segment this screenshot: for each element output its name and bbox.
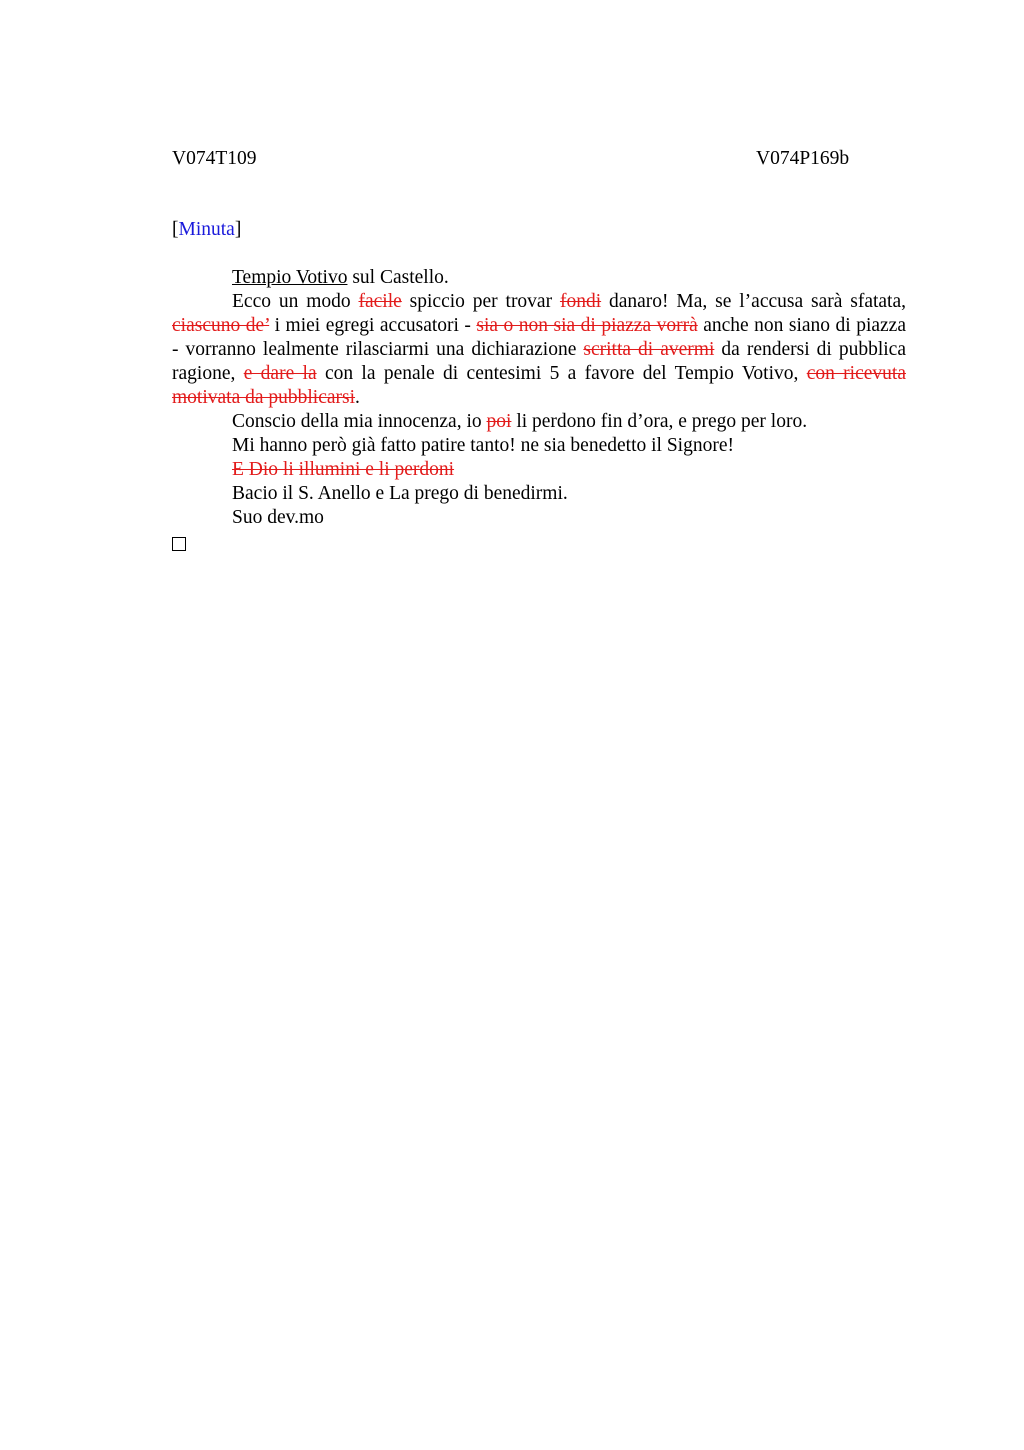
para1-text-7: con la penale di centesimi 5 a favore del Tempio Votivo, xyxy=(316,363,807,384)
para1-deleted-3: ciascuno de’ xyxy=(172,315,270,336)
square-icon xyxy=(172,537,186,551)
closing-salutation: Suo dev.mo xyxy=(232,507,324,528)
para1-deleted-1: facile xyxy=(358,291,402,312)
para1-text-3: danaro! Ma, se l’accusa sarà sfatata, xyxy=(601,291,906,312)
paragraph-1 xyxy=(172,290,906,410)
minuta-open-bracket: [ xyxy=(172,219,179,240)
end-marker-square xyxy=(172,530,906,554)
para4-deleted: E Dio li illumini e li perdoni xyxy=(232,459,455,480)
reference-code-left: V074T109 xyxy=(172,148,257,169)
paragraph-4 xyxy=(172,458,906,482)
para1-deleted-7: con ricevuta motivata da pubblicarsi xyxy=(172,363,906,408)
paragraph-3: Mi hanno però già fatto patire tanto! ne sia benedetto il Signore! xyxy=(232,435,734,456)
para2-text-1: Conscio della mia innocenza, io xyxy=(232,411,487,432)
para1-text-4: i miei egregi accusatori - xyxy=(269,315,477,336)
para2-text-2: li perdono fin d’ora, e prego per loro. xyxy=(511,411,808,432)
para1-text-1: Ecco un modo xyxy=(232,291,359,312)
para1-deleted-4: sia o non sia di piazza vorrà xyxy=(476,315,698,336)
letter-body xyxy=(172,266,906,554)
para1-deleted-6: e dare la xyxy=(243,363,317,384)
document-page xyxy=(172,146,906,554)
para1-text-5: anche non siano di piazza - vorranno lealmente rilasciarmi una dichiarazione xyxy=(172,315,906,360)
para1-text-8: . xyxy=(355,387,360,408)
minuta-close-bracket: ] xyxy=(234,219,242,240)
letter-title xyxy=(172,266,906,290)
reference-code-right: V074P169b xyxy=(756,148,850,169)
para1-deleted-2: fondi xyxy=(559,291,602,312)
minuta-label-line xyxy=(172,218,906,242)
title-underlined: Tempio Votivo xyxy=(232,267,348,288)
para1-deleted-5: scritta di avermi xyxy=(583,339,715,360)
para2-deleted-1: poi xyxy=(486,411,512,432)
minuta-label: Minuta xyxy=(178,219,235,240)
title-rest: sul Castello. xyxy=(347,267,449,288)
paragraph-2 xyxy=(172,410,906,434)
para1-text-6: da rendersi di pubblica ragione, xyxy=(172,339,906,384)
paragraph-5: Bacio il S. Anello e La prego di benedirmi. xyxy=(232,483,568,504)
document-header xyxy=(172,146,906,172)
para1-text-2: spiccio per trovar xyxy=(401,291,560,312)
